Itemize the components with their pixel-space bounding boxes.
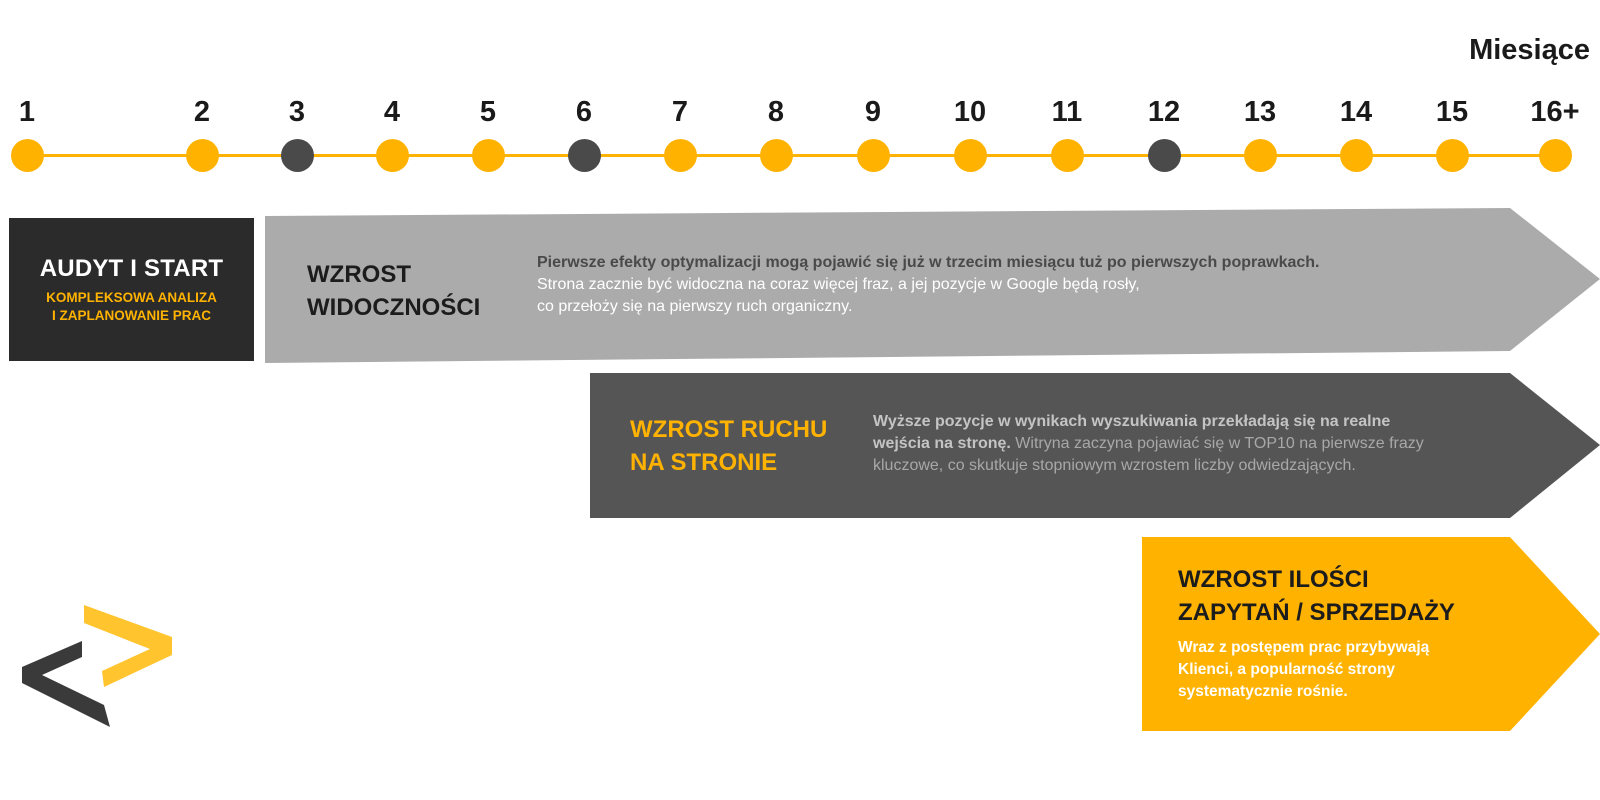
stage-sales-arrow xyxy=(1142,537,1600,731)
month-dot xyxy=(1539,139,1572,172)
month-dot xyxy=(1244,139,1277,172)
month-label: 10 xyxy=(953,96,987,128)
month-timeline xyxy=(0,0,1600,200)
description-line: Wraz z postępem prac przybywają xyxy=(1178,639,1430,656)
description-rest: Witryna zaczyna pojawiać się w TOP10 na pierwsze frazy xyxy=(1010,435,1424,452)
month-dot xyxy=(1436,139,1469,172)
month-dot xyxy=(376,139,409,172)
month-dot xyxy=(664,139,697,172)
description-line: co przełoży się na pierwszy ruch organiczny. xyxy=(537,298,853,315)
month-label: 6 xyxy=(575,96,593,128)
description-line: Strona zacznie być widoczna na coraz więcej fraz, a jej pozycje w Google będą rosły, xyxy=(537,276,1140,293)
month-label: 16+ xyxy=(1530,96,1580,128)
milestone-dot xyxy=(568,139,601,172)
month-label: 12 xyxy=(1147,96,1181,128)
description-bold-part: wejścia na stronę. xyxy=(873,435,1011,452)
stage-title-line: WZROST ILOŚCI xyxy=(1178,566,1369,593)
description-line: systematycznie rośnie. xyxy=(1178,683,1348,700)
month-dot xyxy=(186,139,219,172)
month-label: 3 xyxy=(288,96,306,128)
month-label: 2 xyxy=(193,96,211,128)
stage-description xyxy=(537,252,1319,318)
audit-subtitle-line: I ZAPLANOWANIE PRAC xyxy=(51,307,211,323)
description-bold-line: Pierwsze efekty optymalizacji mogą pojawić się już w trzecim miesiącu tuż po pierwszych poprawkach. xyxy=(537,254,1320,271)
month-dot xyxy=(954,139,987,172)
stage-title xyxy=(630,413,827,479)
logo-left-bracket xyxy=(22,641,110,727)
month-label: 8 xyxy=(767,96,785,128)
month-dot xyxy=(472,139,505,172)
month-label: 11 xyxy=(1051,96,1083,128)
audit-subtitle xyxy=(46,289,217,325)
stage-title-line: NA STRONIE xyxy=(630,449,778,476)
axis-title: Miesiące xyxy=(1469,34,1590,66)
milestone-dot xyxy=(281,139,314,172)
month-dot xyxy=(857,139,890,172)
stage-title-line: WIDOCZNOŚCI xyxy=(307,294,481,321)
audit-title: AUDYT I START xyxy=(39,254,224,282)
stage-traffic-arrow xyxy=(590,373,1600,518)
audit-subtitle-line: KOMPLEKSOWA ANALIZA xyxy=(46,289,217,305)
stage-title-line: WZROST RUCHU xyxy=(630,416,828,443)
description-line: Klienci, a popularność strony xyxy=(1178,661,1396,678)
month-label: 4 xyxy=(383,96,401,128)
month-label: 9 xyxy=(864,96,882,128)
month-label: 7 xyxy=(671,96,689,128)
logo-right-bracket xyxy=(84,605,172,687)
month-label: 15 xyxy=(1435,96,1469,128)
month-label: 5 xyxy=(479,96,497,128)
stage-description xyxy=(873,411,1424,477)
code-brackets-logo-icon xyxy=(18,605,178,730)
description-line xyxy=(873,433,1424,455)
stage-visibility-arrow xyxy=(265,208,1600,363)
stage-title xyxy=(307,258,480,324)
month-dot xyxy=(760,139,793,172)
month-dot xyxy=(11,139,44,172)
audit-start-box xyxy=(9,218,254,361)
description-bold-line: Wyższe pozycje w wynikach wyszukiwania przekładają się na realne xyxy=(873,413,1391,430)
stage-title-line: WZROST xyxy=(307,261,411,288)
month-label: 1 xyxy=(18,96,36,128)
milestone-dot xyxy=(1148,139,1181,172)
month-dot xyxy=(1340,139,1373,172)
stage-description xyxy=(1178,637,1429,703)
month-dot xyxy=(1051,139,1084,172)
month-label: 13 xyxy=(1243,96,1277,128)
stage-title-line: ZAPYTAŃ / SPRZEDAŻY xyxy=(1178,599,1455,626)
month-label: 14 xyxy=(1339,96,1373,128)
stage-title xyxy=(1178,563,1455,629)
description-line: kluczowe, co skutkuje stopniowym wzrostem liczby odwiedzających. xyxy=(873,457,1356,474)
